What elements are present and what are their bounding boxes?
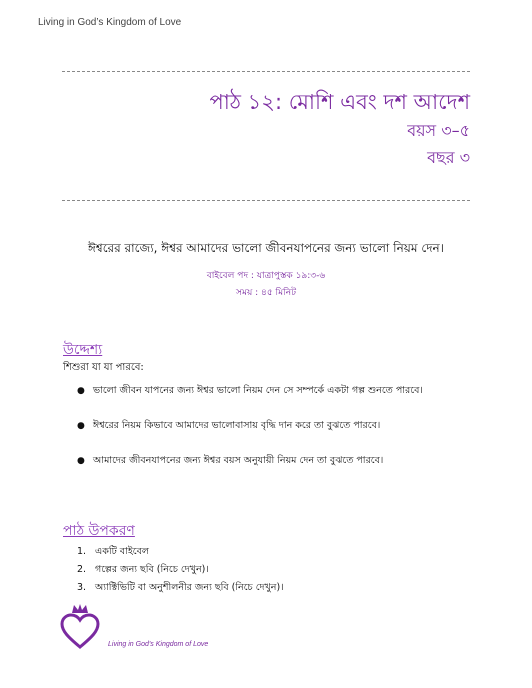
lesson-duration: সময় : ৪৫ মিনিট [236, 288, 296, 298]
age-range: বয়স ৩–৫ [407, 121, 470, 140]
objectives-heading: উদ্দেশ্য [63, 342, 103, 358]
material-text: গল্পের জন্য ছবি (নিচে দেখুন)। [95, 564, 209, 575]
list-item [63, 419, 483, 433]
material-text: একটি বাইবেল [95, 546, 149, 557]
bullet-icon: ● [77, 421, 85, 431]
bottom-divider [62, 200, 470, 201]
list-item [63, 384, 483, 398]
objective-text: ঈশ্বরের নিয়ম কিভাবে আমাদের ভালোবাসায় বৃদ্ধি দান করে তা বুঝতে পারবে। [93, 420, 381, 431]
list-item [63, 581, 483, 594]
item-number: 2. [77, 564, 87, 575]
key-statement: ঈশ্বরের রাজ্যে, ঈশ্বর আমাদের ভালো জীবনযাপনের জন্য ভালো নিয়ম দেন। [88, 241, 444, 255]
objectives-intro: শিশুরা যা যা পারবে: [63, 362, 144, 373]
bullet-icon: ● [77, 456, 85, 466]
bible-reference: বাইবেল পদ : যাত্রাপুস্তক ১৯:৩-৬ [206, 271, 326, 281]
list-item [63, 563, 483, 576]
item-number: 1. [77, 546, 87, 557]
list-item [63, 454, 483, 468]
objectives-list [63, 384, 483, 489]
material-text: অ্যাক্টিভিটি বা অনুশীলনীর জন্য ছবি (নিচে দেখুন)। [95, 582, 284, 593]
year-label: বছর ৩ [427, 148, 470, 167]
objective-text: আমাদের জীবনযাপনের জন্য ঈশ্বর বয়স অনুযায়ী নিয়ম দেন তা বুঝতে পারবে। [93, 455, 384, 466]
crown-heart-icon [60, 603, 100, 651]
lesson-title: পাঠ ১২: মোশি এবং দশ আদেশ [209, 90, 470, 114]
materials-heading: পাঠ উপকরণ [63, 523, 135, 539]
item-number: 3. [77, 582, 87, 593]
list-item [63, 545, 483, 558]
bullet-icon: ● [77, 386, 85, 396]
footer-brand: Living in God’s Kingdom of Love [108, 641, 209, 648]
top-divider [62, 71, 470, 72]
running-header: Living in God’s Kingdom of Love [38, 17, 182, 28]
objective-text: ভালো জীবন যাপনের জন্য ঈশ্বর ভালো নিয়ম দেন সে সম্পর্কে একটা গল্প শুনতে পারবে। [93, 385, 423, 396]
materials-list [63, 545, 483, 599]
